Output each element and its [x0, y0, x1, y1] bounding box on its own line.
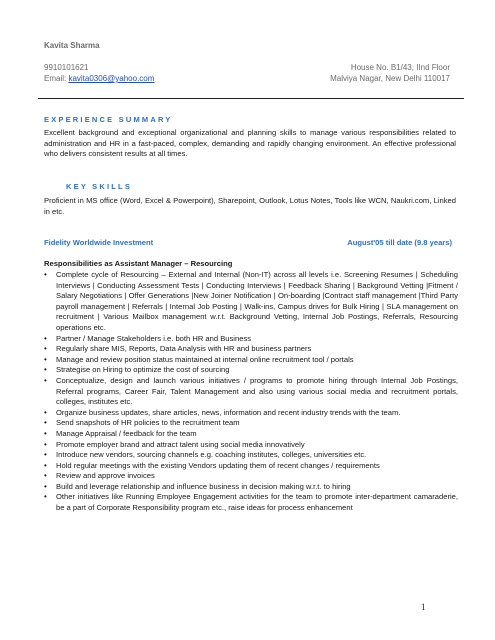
page-number: 1 — [421, 602, 426, 612]
list-item — [44, 365, 458, 376]
bullet-icon: • — [44, 407, 47, 417]
list-item — [44, 334, 458, 345]
contact-row-phone — [44, 63, 450, 72]
list-item — [44, 270, 458, 334]
list-item — [44, 471, 458, 482]
list-item — [44, 461, 458, 472]
list-item-text: Organize business updates, share articles, news, information and recent industry trends with the team. — [56, 407, 401, 417]
role-title: Responsibilities as Assistant Manager – Resourcing — [44, 259, 233, 268]
header-divider — [38, 98, 464, 99]
bullet-icon: • — [44, 460, 47, 470]
list-item-text: Complete cycle of Resourcing – External and Internal (Non-IT) across all levels i.e. Screening Resumes | Scheduling Interviews | Conducting Assessment Tests | Conducting Interviews | Feedback Sharing | Background Vetting |Fitment / Salary Negotiations | Offer Generations |New Joiner Notification | On-boarding |Contract staff management |Third Party payroll management | Referrals | Internal Job Posting | Walk-ins, Campus drives for Bulk Hiring | SLA management on recruitment | Various Mailbox management w.r.t. Background Vetting, Internal Job Postings, Referrals, Resourcing operations etc. — [56, 270, 458, 332]
company-name: Fidelity Worldwide Investment — [44, 238, 154, 247]
list-item — [44, 482, 458, 493]
list-item-text: Review and approve invoices — [56, 471, 155, 481]
bullet-icon: • — [44, 354, 47, 364]
bullet-icon: • — [44, 492, 47, 502]
list-item-text: Hold regular meetings with the existing Vendors updating them of recent changes / requirements — [56, 460, 380, 470]
list-item — [44, 450, 458, 461]
key-skills-text: Proficient in MS office (Word, Excel & Powerpoint), Sharepoint, Outlook, Lotus Notes, Tools like WCN, Naukri.com, Linked in etc. — [44, 196, 456, 216]
candidate-name: Kavita Sharma — [44, 41, 100, 50]
list-item-text: Partner / Manage Stakeholders i.e. both HR and Business — [56, 333, 252, 343]
address-line-2: Malviya Nagar, New Delhi 110017 — [330, 74, 450, 83]
list-item — [44, 492, 458, 513]
email-link[interactable]: kavita0306@yahoo.com — [68, 74, 155, 83]
list-item-text: Regularly share MIS, Reports, Data Analysis with HR and business partners — [56, 344, 312, 354]
bullet-icon: • — [44, 418, 47, 428]
list-item — [44, 429, 458, 440]
list-item — [44, 376, 458, 408]
email-block — [44, 74, 154, 83]
list-item-text: Strategise on Hiring to optimize the cost of sourcing — [56, 365, 230, 375]
experience-summary-text: Excellent background and exceptional organizational and planning skills to manage various responsibilities related to administration and HR in a fast-paced, complex, demanding and rapidly changing environment. An effective professional who delivers consistent results at all times. — [44, 128, 456, 159]
experience-summary-heading: EXPERIENCE SUMMARY — [44, 115, 173, 124]
phone-number: 9910101621 — [44, 63, 89, 72]
list-item-text: Conceptualize, design and launch various initiatives / programs to promote hiring through Internal Job Postings, Referral programs, Career Fair, Talent Management and also using various social media and recruitment portals, colleges, institutes etc. — [56, 375, 458, 407]
responsibilities-list — [44, 270, 458, 514]
list-item — [44, 440, 458, 451]
list-item-text: Send snapshots of HR policies to the recruitment team — [56, 418, 240, 428]
list-item — [44, 344, 458, 355]
bullet-icon: • — [44, 481, 47, 491]
address-line-1: House No. B1/43, IInd Floor — [350, 63, 450, 72]
job-header — [44, 238, 452, 247]
bullet-icon: • — [44, 439, 47, 449]
bullet-icon: • — [44, 333, 47, 343]
list-item-text: Build and leverage relationship and influence business in decision making w.r.t. to hiring — [56, 481, 351, 491]
bullet-icon: • — [44, 375, 47, 385]
bullet-icon: • — [44, 428, 47, 438]
list-item — [44, 355, 458, 366]
bullet-icon: • — [44, 471, 47, 481]
list-item-text: Manage and review position status maintained at internal online recruitment tool / portals — [56, 354, 354, 364]
list-item — [44, 418, 458, 429]
list-item — [44, 408, 458, 419]
bullet-icon: • — [44, 450, 47, 460]
job-dates: August'05 till date (9.8 years) — [347, 238, 452, 247]
list-item-text: Manage Appraisal / feedback for the team — [56, 428, 197, 438]
list-item-text: Promote employer brand and attract talent using social media innovatively — [56, 439, 305, 449]
list-item-text: Other initiatives like Running Employee Engagement activities for the team to promote inter-department camaraderie, be a part of Corporate Responsibility program etc., raise ideas for process enhancement — [56, 492, 458, 513]
bullet-icon: • — [44, 344, 47, 354]
contact-row-email — [44, 74, 450, 83]
email-label: Email: — [44, 74, 69, 83]
list-item-text: Introduce new vendors, sourcing channels e.g. coaching institutes, colleges, universities etc. — [56, 450, 367, 460]
bullet-icon: • — [44, 270, 47, 279]
bullet-icon: • — [44, 365, 47, 375]
key-skills-heading: KEY SKILLS — [66, 182, 133, 191]
